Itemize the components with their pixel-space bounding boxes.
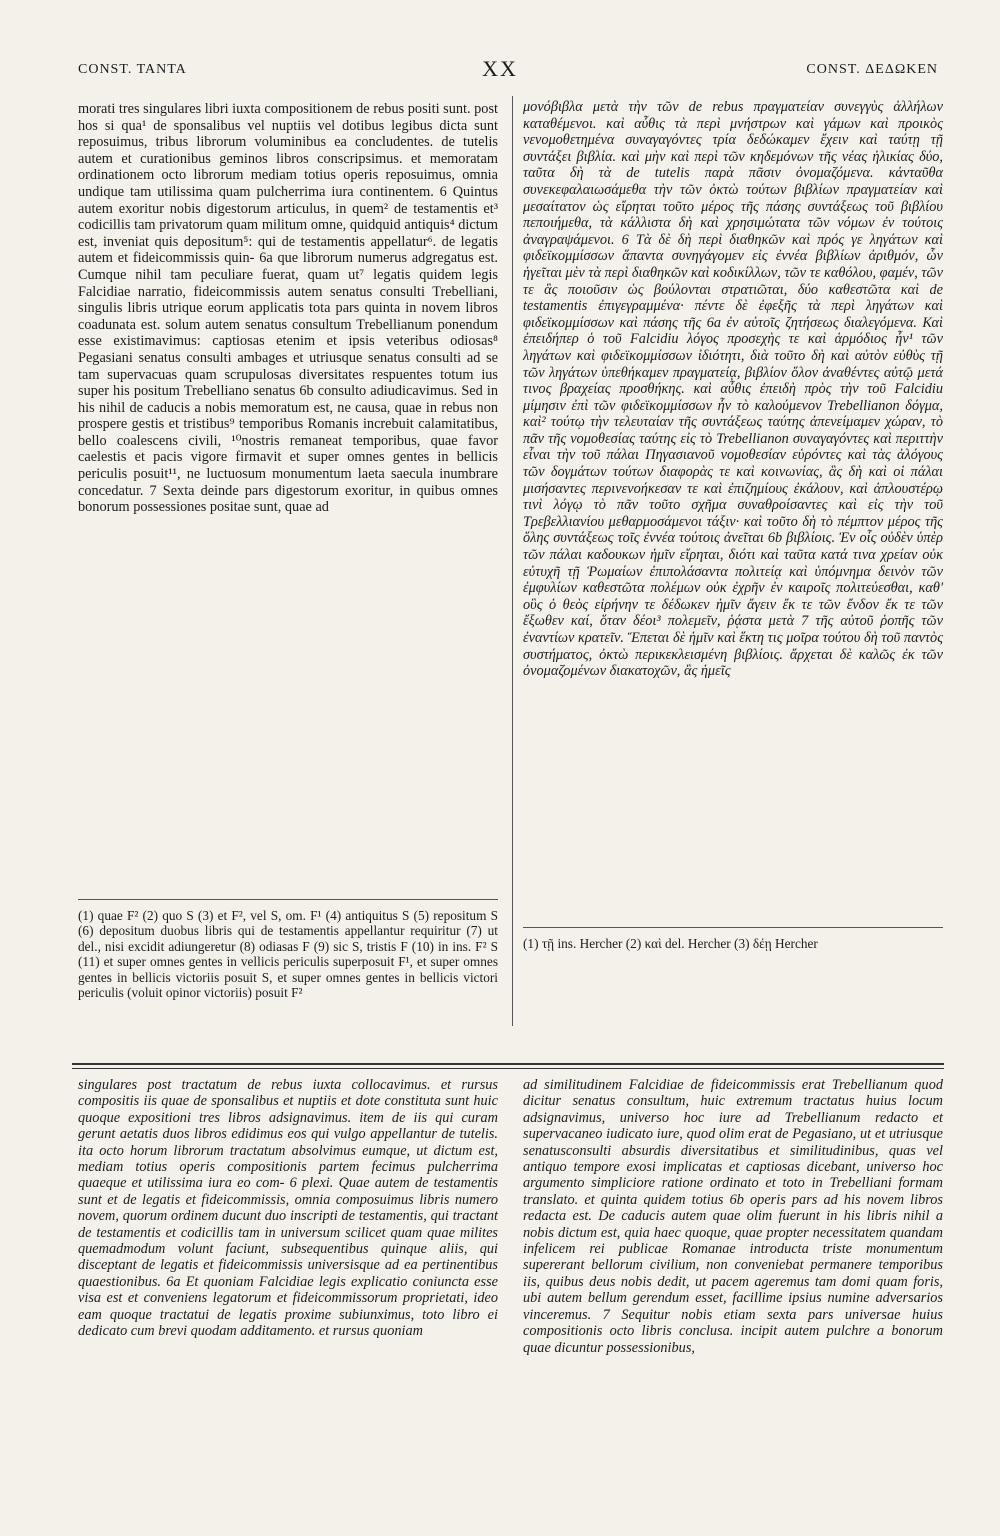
footnotes-left: [78, 908, 498, 1000]
header-right-title: CONST. ΔΕΔΩΚΕΝ: [806, 62, 938, 77]
page-number: XX: [482, 56, 518, 81]
footnotes-right: [523, 936, 943, 951]
running-header: [0, 56, 1000, 86]
header-left-title: CONST. TANTA: [78, 62, 187, 77]
translation-separator-thin: [72, 1068, 944, 1069]
translation-right-text: ad similitudinem Falcidiae de fideicommissis erat Trebellianum quod dicitur senatus consultum, huic extremum tractatus huius locum adsignavimus, universo hoc iure ad Trebellianum redacto et supervacaneo iudicato iure, quod olim erat de Pegasiano, ut et utriusque senatusconsulti absurdis diversitatibus et similitudinibus, quas vel antiquo tempore exosi implicatas et captiosas dicebant, universo hoc argumento simpliciore ratione ordinato et toto in Trebelliani formam translato. et quinta quidem totius 6b operis pars ad his novem libros redacta est. De caducis autem quae olim fuerunt in his libris nihil a nobis dictum est, quia haec quoque, quae propter necessitatem quandam infelicem rei publicae Romanae introducta triste monumentum supererant bellorum civilium, non conveniebat permanere temporibus iis, quibus deus nobis dedit, ut pacem ageremus tam domi quam foris, ubi autem bellum gerendum esset, facillime ipsius numine adversarios vinceremus. 7 Sequitur nobis etiam sexta pars universae huius compositionis octo libris conclusa. incipit autem pulchre a bonorum quae dicuntur possessionibus,: [523, 1077, 943, 1356]
translation-separator: [72, 1063, 944, 1065]
footnotes-right-text: (1) τῇ ins. Hercher (2) καὶ del. Hercher (3) δέῃ Hercher: [523, 936, 818, 951]
translation-left-column: [78, 1077, 498, 1340]
footnotes-left-text: (1) quae F² (2) quo S (3) et F², vel S, om. F¹ (4) antiquitus S (5) repositum S (6) depositum duobus libris qui de testamentis appellantur requiritur (7) ut del., nisi excidit adiungeretur (8) odiasas F (9) sic S, tristis F (10) in ins. F² S (11) et super omnes gentes in vellicis periculis superposuit F¹, et super omnes gentes in bellicis victoriis posuit S, et super omnes gentes in bellicis victori periculis (voluit opinor victoriis) posuit F²: [78, 908, 498, 1001]
greek-column: [523, 99, 943, 680]
footnote-rule-right: [523, 927, 943, 928]
latin-column: [78, 101, 498, 516]
footnote-rule-left: [78, 899, 498, 900]
latin-text: morati tres singulares libri iuxta compositionem de rebus positi sunt. post hos si qua¹ de sponsalibus vel nuptiis vel dotibus legibus dicta sunt reposuimus, tribus librorum voluminibus ea concludentes. de tutelis autem et curationibus geminos libros conscripsimus. et memoratam ordinationem octo librorum mediam totius operis reposuimus, omnia undique tam utilissima quam pulcherrima iura continentem. 6 Quintus autem exoritur nobis digestorum articulus, in quem² de testamentis et³ codicillis tam privatorum quam militum omne, quidquid antiquis⁴ dictum est, inveniat quis depositum⁵: qui de testamentis appellatur⁶. de legatis autem et fideicommissis quin- 6a que librorum numerus adgregatus est. Cumque nihil tam peculiare fuerat, quam ut⁷ legatis quidem legis Falcidiae narratio, fideicommissis autem senatus consulti Trebelliani, singulis libris utrique eorum applicatis tota pars quinta in novem libros coadunata est. solum autem senatus consultum Trebellianum ponendum esse existimavimus: captiosas etenim et ipsis veteribus odiosas⁸ Pegasiani senatus consulti ambages et utriusque senatus consulti ad se tam supervacuas quam scrupulosas diversitates respuentes totum ius super his positum Trebelliano senatus 6b consulto adiudicavimus. Sed in his nihil de caducis a nobis memoratum est, ne causa, quae in rebus non prospere gestis et tristibus⁹ temporibus Romanis increbuit calamitatibus, bello coalescens civili, ¹⁰nostris remaneat temporibus, quae favor caelestis et pacis vigore firmavit et super omnes gentes in bellicis periculis posuit¹¹, ne luctuosum monumentum laeta saecula inumbrare concedatur. 7 Sexta deinde pars digestorum exoritur, in quibus omnes bonorum possessiones positae sunt, quae ad: [78, 101, 498, 516]
translation-right-column: [523, 1077, 943, 1356]
translation-left-text: singulares post tractatum de rebus iuxta collocavimus. et rursus compositis iis quae de sponsalibus et nuptiis et dote constituta sunt huic quoque expositioni tres libros adsignavimus. item de iis qui curam gerunt aetatis duos libros edidimus eos qui vulgo appellantur de tutelis. ita octo horum librorum tractatum absolvimus eumque, ut dictum est, mediam totius operis compositionis partem fecimus pulcherrima quaeque et utilissima iura eo com- 6 plexi. Quae autem de testamentis sunt et de legatis et fideicommissis, omnia composuimus libris numero novem, quorum ordinem ducunt duo inscripti de testamentis, qui tractant de testamentis et codicillis tam in universum scilicet quam quae milites quemadmodum volunt faciunt, subsequentibus quinque aliis, qui disceptant de legatis et fideicommissis universisque ad ea pertinentibus quaestionibus. 6a Et quoniam Falcidiae legis explicatio coniuncta esse visa est et conveniens legatorum et fideicommissorum proprietati, ideo eam quoque tractatui de legatis proxime subiunximus, toto libro ei dedicato cum brevi quodam additamento. et rursus quoniam: [78, 1077, 498, 1340]
column-divider: [512, 96, 513, 1026]
greek-text: μονόβιβλα μετὰ τὴν τῶν de rebus πραγματείαν συνεγγὺς ἀλλήλων καταθέμενοι. καὶ αὖθις τὰ περὶ μνήστρων καὶ γάμων καὶ προικὸς νενομοθετημένα συναγαγόντες τρία δεδώκαμεν ἔχειν καὶ ταύτῃ τῇ συντάξει βιβλία. καὶ μὴν καὶ περὶ τῶν κηδεμόνων τῆς νέας ἡλικίας δύο, ταῦτα δὴ τὰ de tutelis παρὰ πᾶσιν ὀνομαζόμενα. κἀνταῦθα συνεκεφαλαιωσάμεθα τὴν τῶν ὀκτὼ τούτων βιβλίων πραγματείαν καὶ μεσαίτατον ὡς εἴρηται τοῦτο μέρος τῆς πάσης συντάξεως τοῦ βιβλίου πεποιήμεθα, τὰ κάλλιστα δὴ καὶ χρησιμώτατα τῶν νόμων ἐν τούτοις ἀναγραψάμενοι. 6 Τὰ δὲ δὴ περὶ διαθηκῶν καὶ πρός γε ληγάτων καὶ φιδεϊκομμίσσων ἅπαντα συνηγάγομεν εἰς ἐννέα βιβλίων ἀριθμόν, ὧν ἡγεῖται μὲν τὰ περὶ διαθηκῶν καὶ κοδικίλλων, τῶν τε καθόλου, φαμέν, τῶν τε ἃς ποιοῦσιν ὡς βούλονται στρατιῶται, δύο καθεστῶτα καὶ de testamentis ἐπιγεγραμμένα· πέντε δὲ ἐφεξῆς τὰ περὶ ληγάτων καὶ φιδεϊκομμίσσων καὶ πάσης τῆς 6a ἐν αὐτοῖς ζητήσεως διαλεγόμενα. Καὶ ἐπειδήπερ ὁ τοῦ Falcidiu λόγος προσεχὴς τε καὶ ἁρμόδιος ἦν¹ τῶν ληγάτων καὶ φιδεϊκομμίσσων ἰδιότητι, διὰ τοῦτο δὴ καὶ αὐτὸν εὐθὺς τῇ τῶν ληγάτων ὑπεθήκαμεν πραγματείᾳ, βιβλίον ὅλον ἀναθέντες αὐτῷ μετά τινος βραχείας προσθήκης. καὶ αὖθις ἐπειδὴ πρὸς τὴν τοῦ Falcidiu μίμησιν ἐπὶ τῶν φιδεϊκομμίσσων ἦν τὸ καλούμενον Trebellianon δόγμα, καὶ² τούτῳ τὴν τελευταίαν τῆς συντάξεως ταύτης ἀπενείμαμεν χώραν, τὸ πᾶν τῆς νομοθεσίας ταύτης εἰς τὸ Trebellianon συναγαγόντες καὶ περιττὴν εἶναι τὴν τοῦ πάλαι Πηγασιανοῦ νομοθεσίαν εὑρόντες καὶ τὰς ἀλόγους τῶν δογμάτων τούτων διαφορὰς τε καὶ κοινωνίας, ἃς δὴ καὶ οἱ πάλαι μισήσαντες περινενοήκεσαν τε καὶ ἐπιζημίους ἐκάλουν, καὶ ἁπλουστέρῳ τινὶ λόγῳ τὸ πᾶν τοῦτο σχῆμα συναθροίσαντες καὶ εἰς τὴν τοῦ Τρεβελλιανίου μεθαρμοσάμενοι τάξιν· καὶ τοῦτο δὴ τὸ πέμπτον μέρος τῆς ὅλης συντάξεως τοῖς ἐννέα τούτοις ἀνεῖται 6b βιβλίοις. Ἐν οἷς οὐδὲν ὑπὲρ τῶν πάλαι καδουκων ἡμῖν εἴρηται, διότι καὶ ταῦτα κατά τινα χρείαν οὐκ εὐτυχῆ τῇ Ῥωμαίων ἐπιπολάσαντα πολιτείᾳ καὶ ὑπόμνημα δεινὸν τῶν ἐμφυλίων καθεστῶτα πολέμων οὐκ ἐχρῆν ἐν καιροῖς πολιτεύεσθαι, καθ' οὓς ὁ θεὸς εἰρήνην τε δέδωκεν ἡμῖν ἄγειν ἔκ τε τῶν ἔνδον ἔκ τε τῶν ἔξωθεν καί, ὅταν δέοι³ πολεμεῖν, ῥᾴστα μετὰ 7 τῆς αὐτοῦ ῥοπῆς τῶν ἐναντίων κρατεῖν. Ἕπεται δὲ ἡμῖν καὶ ἕκτη τις μοῖρα τούτου δὴ τοῦ παντὸς συστήματος, ὀκτὼ περικεκλεισμένη βιβλίοις. ἄρχεται δὲ καλῶς ἐκ τῶν ὀνομαζομένων διακατοχῶν, ἃς ἡμεῖς: [523, 99, 943, 680]
